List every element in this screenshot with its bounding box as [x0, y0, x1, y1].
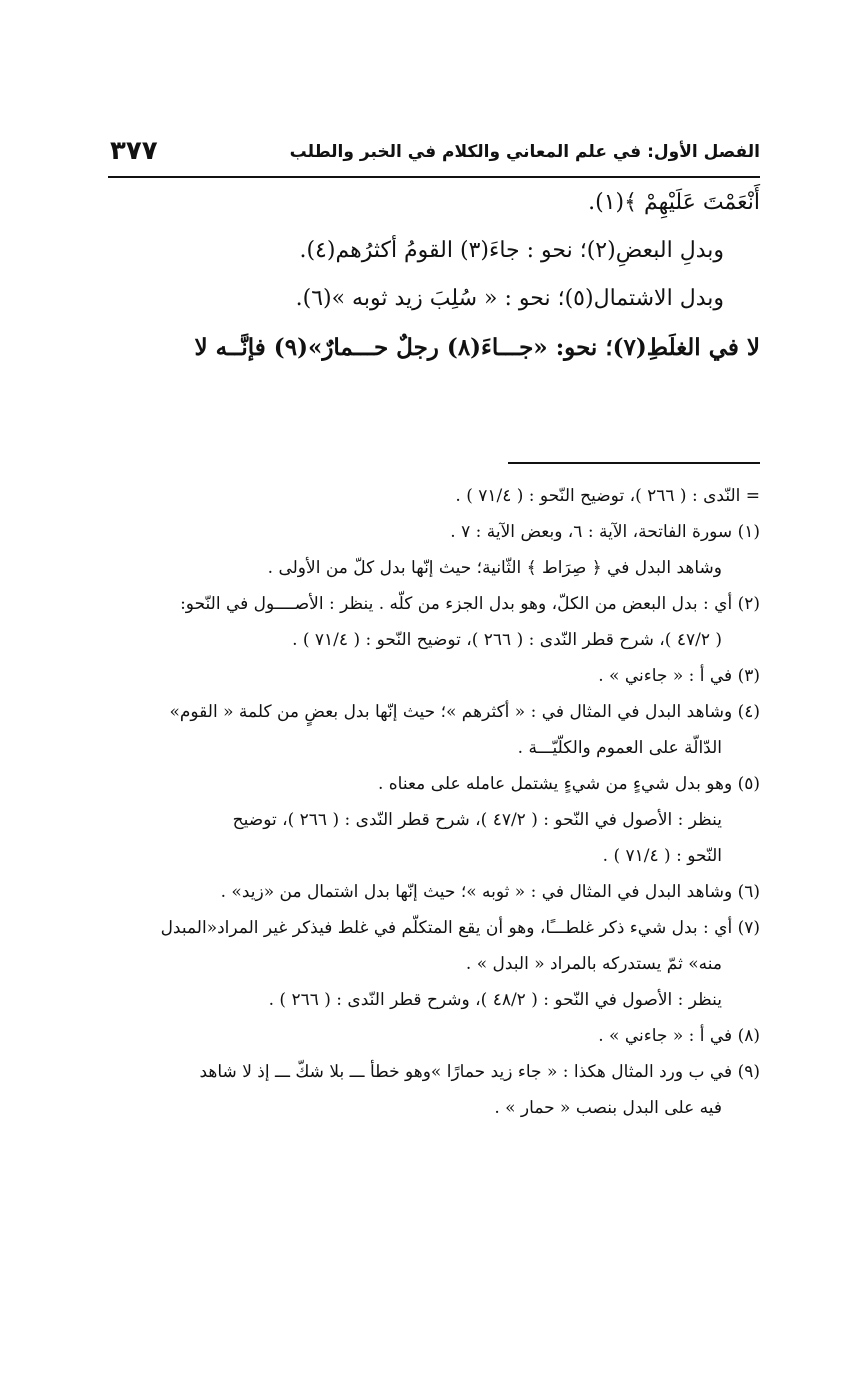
chapter-title: الفصل الأول: في علم المعاني والكلام في الخبر والطلب [289, 142, 760, 162]
main-text [108, 192, 760, 384]
footnotes [108, 478, 760, 1126]
footnote-line: منه» ثمّ يستدركه بالمراد « البدل » . [465, 954, 722, 974]
footnote-line: = النّدى : ( ٢٦٦ )، توضيح النّحو : ( ٧١/٤ ) . [455, 486, 760, 506]
footnote-line: (٥) وهو بدل شيءٍ من شيءٍ يشتمل عامله على معناه . [377, 774, 760, 794]
footnote-line: (٦) وشاهد البدل في المثال في : « ثوبه »؛ حيث إنّها بدل اشتمال من «زيد» . [220, 882, 760, 902]
main-line: وبدلِ البعضِ(٢)؛ نحو : جاءَ(٣) القومُ أكثرُهم(٤). [299, 238, 724, 263]
footnote-line: (٣) في أ : « جاءني » . [598, 666, 760, 686]
main-line: أَنْعَمْتَ عَلَيْهِمْ ﴾(١). [588, 190, 760, 215]
main-line: وبدل الاشتمال(٥)؛ نحو : « سُلِبَ زيد ثوبه »(٦). [295, 286, 724, 311]
footnote-line: (٧) أي : بدل شيء ذكر غلطـــًا، وهو أن يقع المتكلّم في غلط فيذكر غير المراد«المبدل [160, 918, 760, 938]
footnote-line: وشاهد البدل في ﴿ صِرَاط ﴾ الثّانية؛ حيث إنّها بدل كلّ من الأولى . [267, 558, 722, 578]
footnote-line: (١) سورة الفاتحة، الآية : ٦، وبعض الآية : ٧ . [450, 522, 760, 542]
main-line: لا في الغلَطِ(٧)؛ نحو: «جـــاءَ(٨) رجلٌ حـــمارٌ»(٩) فإنَّــه لا [194, 334, 760, 361]
footnote-line: ينظر : الأصول في النّحو : ( ٤٧/٢ )، شرح قطر النّدى : ( ٢٦٦ )، توضيح [232, 810, 722, 830]
footnote-line: (٩) في ب ورد المثال هكذا : « جاء زيد حمارًا »وهو خطأ ـــ بلا شكّ ـــ إذ لا شاهد [199, 1062, 760, 1082]
footnote-line: (٨) في أ : « جاءني » . [598, 1026, 760, 1046]
footnote-line: (٢) أي : بدل البعض من الكلّ، وهو بدل الجزء من كلّه . ينظر : الأصــــول في النّحو: [180, 594, 760, 614]
footnote-line: الدّالّة على العموم والكلّيّـــة . [517, 738, 722, 758]
footnote-line: النّحو : ( ٧١/٤ ) . [602, 846, 722, 866]
running-header [108, 136, 760, 178]
page-number: ٣٧٧ [110, 136, 158, 166]
footnote-line: ينظر : الأصول في النّحو : ( ٤٨/٢ )، وشرح قطر النّدى : ( ٢٦٦ ) . [268, 990, 722, 1010]
footnote-line: ( ٤٧/٢ )، شرح قطر النّدى : ( ٢٦٦ )، توضيح النّحو : ( ٧١/٤ ) . [292, 630, 722, 650]
footnote-separator [508, 462, 760, 464]
footnote-line: (٤) وشاهد البدل في المثال في : « أكثرهم »؛ حيث إنّها بدل بعضٍ من كلمة « القوم» [169, 702, 760, 722]
footnote-line: فيه على البدل بنصب « حمار » . [494, 1098, 722, 1118]
